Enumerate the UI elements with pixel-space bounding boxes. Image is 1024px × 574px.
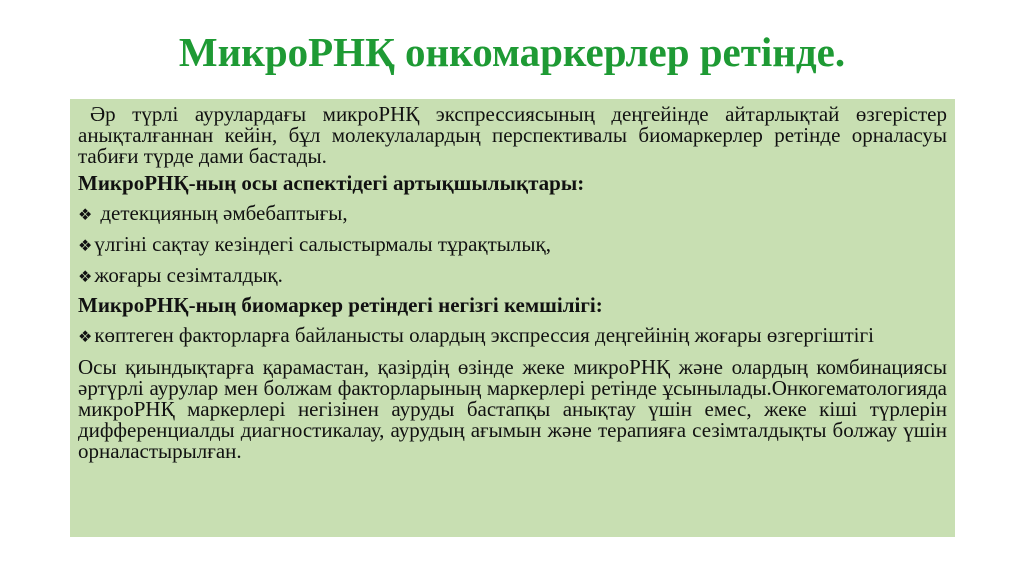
drawback-heading: МикроРНҚ-ның биомаркер ретіндегі негізгі кемшілігі: [78, 293, 603, 317]
advantages-heading: МикроРНҚ-ның осы аспектідегі артықшылықтары: [78, 171, 585, 195]
slide-title: МикроРНҚ онкомаркерлер ретінде. [178, 29, 846, 75]
drawback-text: көптеген факторларға байланысты олардың экспрессия деңгейінің жоғары өзгергіштігі [94, 323, 874, 347]
diamond-bullet-icon: ❖ [78, 327, 93, 346]
advantage-text: детекцияның әмбебаптығы, [100, 201, 348, 225]
intro-paragraph: Әр түрлі аурулардағы микроРНҚ экспрессиясының деңгейінде айтарлықтай өзгерістер анықталғаннан кейін, бұл молекулалардың перспективалы биомаркерлер ретінде орналасуы табиғи түрде дами бастады. [78, 102, 947, 168]
advantage-text: жоғары сезімталдық. [94, 263, 283, 287]
diamond-bullet-icon: ❖ [78, 205, 93, 224]
diamond-bullet-icon: ❖ [78, 236, 93, 255]
advantage-item [78, 265, 947, 287]
diamond-bullet-icon: ❖ [78, 267, 93, 286]
advantage-item [78, 234, 947, 256]
content-box [70, 99, 955, 537]
advantage-item [78, 203, 947, 225]
conclusion-paragraph: Осы қиындықтарға қарамастан, қазірдің өзінде жеке микроРНҚ және олардың комбинациясы әртүрлі аурулар мен болжам факторларының маркерлері ретінде ұсынылады.Онкогематологияда микроРНҚ маркерлері негізінен ауруды бастапқы анықтау үшін емес, жеке кіші түрлерін дифференциалды диагностикалау, аурудың ағымын және терапияға сезімталдықты болжау үшін орналастырылған. [78, 355, 947, 463]
drawback-item [78, 325, 947, 347]
advantage-text: үлгіні сақтау кезіндегі салыстырмалы тұрақтылық, [94, 232, 551, 256]
